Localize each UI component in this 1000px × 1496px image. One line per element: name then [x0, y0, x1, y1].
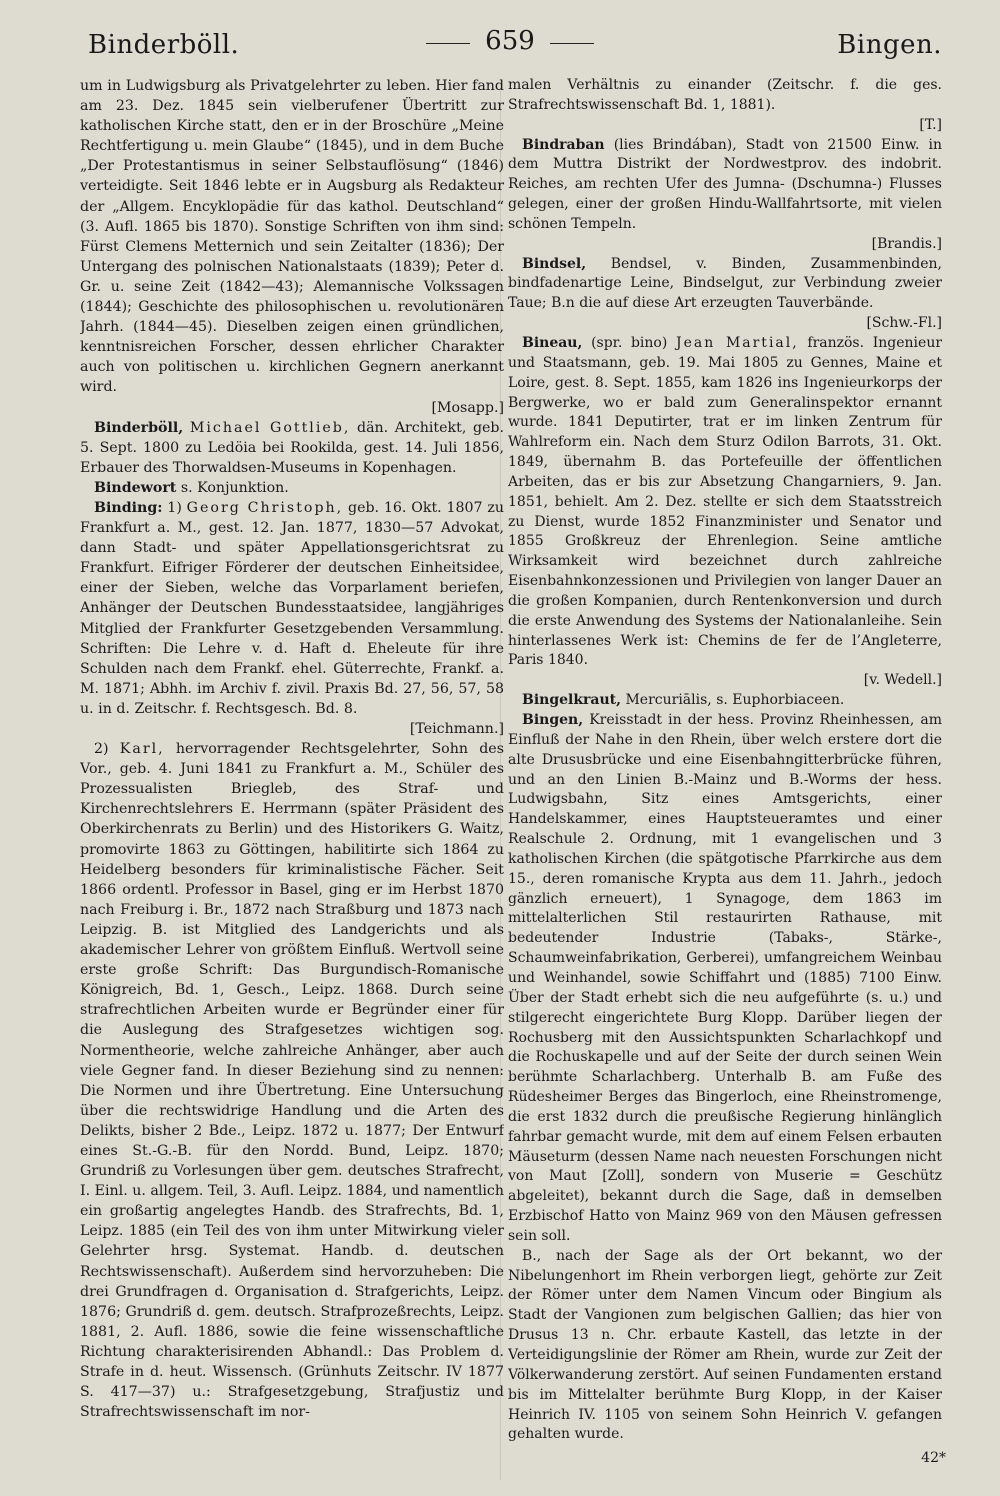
entry-person-name: Jean Martial,	[676, 334, 799, 351]
entry-text: dän. Architekt, geb. 5. Sept. 1800 zu Ledöia bei Rookilda, gest. 14. Juli 1856, Erbauer des Thorwaldsen-Museums in Kopenhagen.	[80, 419, 504, 476]
entry-text: geb. 16. Okt. 1807 zu Frankfurt a. M., gest. 12. Jan. 1877, 1830—57 Advokat, dann Stadt- und später Appellationsgerichtsrat zu Frankfurt. Eifriger Förderer der deutschen Einheitsidee, einer der Sieben, welche das Vorparlament beriefen, Anhänger der Deutschen Bundesstaatsidee, langjähriges Mitglied der Frankfurter Gesetzgebenden Versammlung. Schriften: Die Lehre v. d. Haft d. Eheleute für ihre Schulden nach dem Frankf. ehel. Güterrechte, Frankf. a. M. 1871; Abhh. im Archiv f. zivil. Praxis Bd. 27, 56, 57, 58 u. in d. Zeitschr. f. Rechtsgesch. Bd. 8.	[80, 499, 504, 717]
entry-number: 1)	[167, 499, 182, 516]
author-signature: [Schw.-Fl.]	[866, 315, 942, 332]
entry-number: 2)	[94, 741, 109, 758]
entry-bingen-history	[508, 1247, 942, 1445]
entry-bindraban	[508, 136, 942, 255]
entry-bindewort	[80, 478, 504, 498]
entry-bingen	[508, 711, 942, 1247]
author-signature: [Mosapp.]	[431, 399, 504, 416]
sheet-signature-mark: 42*	[921, 1450, 946, 1466]
entry-binderboell	[80, 418, 504, 478]
paragraph-text: um in Ludwigsburg als Privatgelehrter zu leben. Hier fand am 23. Dez. 1845 sein vielberufener Übertritt zur katholischen Kirche statt, den er in der Broschüre „Meine Rechtfertigung u. mein Glaube“ (1845), und in dem Buche „Der Protestantismus in seiner Selbstauflösung“ (1846) verteidigte. Seit 1846 lebte er in Augsburg als Redakteur der „Allgem. Encyklopädie für das kathol. Deutschland“ (3. Aufl. 1865 bis 1870). Sonstige Schriften von ihm sind: Fürst Clemens Metternich und sein Zeitalter (1836); Der Untergang des polnischen Nationalstaats (1839); Peter d. Gr. u. seine Zeit (1842—43); Alemannische Volkssagen (1844); Geschichte des philosophischen u. revolutionären Jahrh. (1844—45). Dieselben zeigen einen gründlichen, kenntnisreichen Forscher, dessen ehrlicher Charakter auch von politischen u. kirchlichen Gegnern anerkannt wird.	[80, 78, 504, 396]
paragraph-text: B., nach der Sage als der Ort bekannt, wo der Nibelungenhort im Rhein verborgen liegt, gehörte zur Zeit der Römer unter dem Namen Vincum oder Bingium als Stadt der Vangionen zum belgischen Gallien; das hier von Drusus 13 n. Chr. erbaute Kastell, das letzte in der Verteidigungslinie der Römer am Rhein, wurde zur Zeit der Völkerwanderung zerstört. Auf seinen Fundamenten erstand bis im Mittelalter berühmte Burg Klopp, in der Kaiser Heinrich IV. 1105 von seinem Sohn Heinrich V. gefangen gehalten wurde.	[508, 1247, 942, 1443]
entry-text: (lies Brindában), Stadt von 21500 Einw. in dem Muttra Distrikt der Nordwestprov. des indobrit. Reiches, am rechten Ufer des Jumna- (Dschumna-) Flusses gelegen, einer der großen Hindu-Wallfahrtsorte, mit vielen schönen Tempeln.	[508, 136, 942, 232]
entry-bingelkraut	[508, 691, 942, 711]
entry-text: Kreisstadt in der hess. Provinz Rheinhessen, am Einfluß der Nahe in den Rhein, über welch erstere dort die alte Drususbrücke und eine Eisenbahngitterbrücke führen, und an den Linien B.-Mainz und B.-Worms der hess. Ludwigsbahn, Sitz eines Amtsgerichts, einer Handelskammer, eines Hauptsteueramtes und einer Realschule 2. Ordnung, mit 1 evangelischen und 3 katholischen Kirchen (die spätgotische Pfarrkirche aus dem 15., deren romanische Krypta aus dem 11. Jahrh., jedoch gänzlich erneuert), 1 Synagoge, dem 1863 im mittelalterlichen Stil restaurirten Rathause, mit bedeutender Industrie (Tabaks-, Stärke-, Schaumweinfabrikation, Gerberei), umfangreichem Weinbau und Weinhandel, sowie Schiffahrt und (1885) 7100 Einw. Über der Stadt erhebt sich die neu aufgeführte (s. u.) und stilgerecht eingerichtete Burg Klopp. Darüber liegen der Rochusberg mit den Aussichtspunkten Scharlachkopf und die Rochuskapelle und auf der Seite der durch seinen Wein berühmte Scharlachberg. Unterhalb B. am Fuße des Rüdesheimer Berges das Bingerloch, eine Rheinstromenge, die erst 1832 durch die preußische Regierung hinlänglich fahrbar gemacht wurde, mit dem auf einem Felsen erbauten Mäuseturm (dessen Name nach neuesten Forschungen nicht von Maut [Zoll], sondern von Muserie = Geschütz abgeleitet), bekannt durch die Sage, daß in demselben Erzbischof Hatto von Mainz 969 von den Mäusen gefressen sein soll.	[508, 712, 942, 1244]
left-column	[80, 76, 504, 1448]
paragraph-continued	[80, 76, 504, 418]
entry-lemma: Bineau,	[522, 334, 583, 351]
right-column	[508, 76, 942, 1448]
author-signature: [T.]	[919, 116, 942, 133]
entry-lemma: Bingelkraut,	[522, 692, 622, 709]
entry-text: Bendsel, v. Binden, Zusammenbinden, bindfadenartige Leine, Bindselgut, zur Verbindung zweier Taue; B.n die auf diese Art erzeugten Tauverbände.	[508, 255, 942, 312]
entry-text: s. Konjunktion.	[180, 479, 289, 496]
entry-text: Mercuriālis, s. Euphorbiaceen.	[625, 692, 845, 709]
entry-binding-1	[80, 498, 504, 739]
entry-lemma: Bingen,	[522, 712, 584, 728]
entry-person-name: Karl,	[119, 741, 165, 758]
entry-lemma: Binding:	[94, 499, 163, 516]
entry-binding-2	[80, 739, 504, 1422]
entry-lemma: Binderböll,	[94, 419, 184, 436]
author-signature: [Teichmann.]	[409, 721, 504, 737]
entry-lemma: Bindewort	[94, 479, 177, 496]
running-head	[88, 26, 942, 66]
author-signature: [v. Wedell.]	[863, 672, 942, 689]
header-right-catchword: Bingen.	[837, 30, 942, 60]
page-number: 659	[420, 26, 600, 56]
entry-text: hervorragender Rechtsgelehrter, Sohn des Vor., geb. 4. Juni 1841 zu Frankfurt a. M., Schüler des Prozessualisten Briegleb, des Straf- und Kirchenrechtslehrers E. Herrmann (später Präsident des Oberkirchenrats zu Berlin) und des Historikers G. Waitz, promovirte 1863 zu Göttingen, habilitirte sich 1864 zu Heidelberg besonders für kriminalistische Fächer. Seit 1866 ordentl. Professor in Basel, ging er im Herbst 1870 nach Freiburg i. Br., 1872 nach Straßburg und 1873 nach Leipzig. B. ist Mitglied des Landgerichts und als akademischer Lehrer von größtem Einfluß. Wertvoll seine erste große Schrift: Das Burgundisch-Romanische Königreich, Bd. 1, Gesch., Leipz. 1868. Durch seine strafrechtlichen Arbeiten wurde er Begründer einer für die Auslegung des Strafgesetzes wichtigen sog. Normentheorie, welche zahlreiche Anhänger, aber auch viele Gegner fand. In dieser Beziehung sind zu nennen: Die Normen und ihre Übertretung. Eine Untersuchung über die rechtswidrige Handlung und die Arten des Delikts, bisher 2 Bde., Leipz. 1872 u. 1877; Der Entwurf eines St.-G.-B. für den Nordd. Bund, Leipz. 1870; Grundriß zu Vorlesungen über gem. deutsches Strafrecht, I. Einl. u. allgem. Teil, 3. Aufl. Leipz. 1884, und namentlich ein großartig angelegtes Handb. des Strafrechts, Bd. 1, Leipz. 1885 (ein Teil des von ihm unter Mitwirkung vieler Gelehrter hrsg. Systemat. Handb. d. deutschen Rechtswissenschaft). Außerdem sind hervorzuheben: Die drei Grundfragen d. Organisation d. Strafgerichts, Leipz. 1876; Grundriß d. gem. deutsch. Strafprozeßrechts, Leipz. 1881, 2. Aufl. 1886, sowie die feine wissenschaftliche Richtung charakterisirenden Abhandl.: Das Problem d. Strafe in d. heut. Wissensch. (Grünhuts Zeitschr. IV 1877 S. 417—37) u.: Strafgesetzgebung, Strafjustiz und Strafrechtswissenschaft im nor-	[80, 741, 504, 1421]
paragraph-text: malen Verhältnis zu einander (Zeitschr. f. die ges. Strafrechtswissenschaft Bd. 1, 1881).	[508, 77, 942, 113]
entry-person-name: Michael Gottlieb,	[189, 419, 351, 436]
entry-person-name: Georg Christoph,	[186, 499, 344, 516]
header-left-catchword: Binderböll.	[88, 30, 240, 60]
entry-text: französ. Ingenieur und Staatsmann, geb. 19. Mai 1805 zu Gennes, Maine et Loire, gest. 8. Sept. 1855, kam 1826 ins Ingenieurkorps der Bergwerke, wo er bald zum Generalinspektor ernannt wurde. 1841 Deputirter, trat er im linken Zentrum für Wahlreform ein. Nach dem Sturz Odilon Barrots, 31. Okt. 1849, übernahm B. das Portefeuille der öffentlichen Arbeiten, das er bis zur Absetzung Changarniers, 9. Jan. 1851, behielt. Am 2. Dez. stellte er sich dem Staatsstreich zu Dienst, wurde 1852 Finanzminister und Senator und 1855 Großkreuz der Ehrenlegion. Seine amtliche Wirksamkeit wird bezeichnet durch zahlreiche Eisenbahnkonzessionen und Privilegien von langer Dauer an die großen Kompanien, durch Rentenkonversion und durch die erste Anwendung des Systems der Nationalanleihe. Sein hinterlassenes Werk ist: Chemins de fer de l’Angleterre, Paris 1840.	[508, 334, 942, 669]
author-signature: [Brandis.]	[871, 235, 942, 252]
entry-lemma: Bindsel,	[522, 255, 587, 272]
entry-bindsel	[508, 255, 942, 334]
paragraph-continued	[508, 76, 942, 136]
entry-bineau	[508, 334, 942, 691]
entry-pronunciation: (spr. bino)	[591, 334, 668, 351]
entry-lemma: Bindraban	[522, 136, 605, 153]
